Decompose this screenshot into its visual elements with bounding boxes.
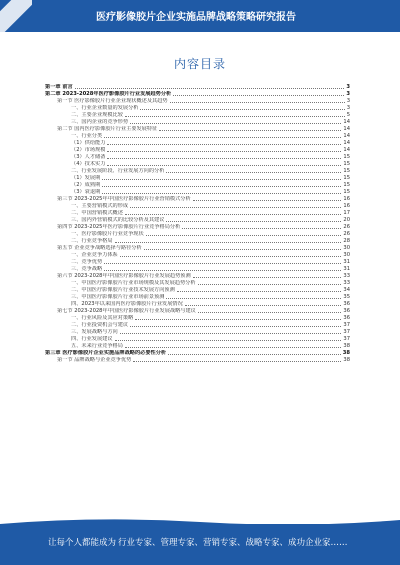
toc-entry-page: 37 (343, 328, 350, 335)
toc-entry[interactable] (45, 160, 350, 167)
toc-entry[interactable] (45, 188, 350, 195)
toc-dot-leader (144, 249, 342, 250)
toc-entry-title: 第二章 2023-2028年医疗影像胶片行业发展趋势分析 (45, 90, 172, 97)
toc-entry-title: 第二节 国内医疗影像胶片行业主要发展特征 (57, 125, 158, 132)
toc-entry-page: 16 (343, 202, 350, 209)
toc-entry-title: （2）成熟期 (71, 181, 101, 188)
toc-dot-leader (125, 116, 345, 117)
toc-entry[interactable] (45, 181, 350, 188)
footer-wave-decoration (0, 516, 400, 528)
toc-dot-leader (193, 277, 342, 278)
toc-entry[interactable] (45, 230, 350, 237)
toc-dot-leader (166, 172, 341, 173)
toc-dot-leader (104, 270, 341, 271)
toc-entry-page: 36 (343, 307, 350, 314)
toc-entry[interactable] (45, 335, 350, 342)
toc-dot-leader (107, 151, 341, 152)
toc-entry[interactable] (45, 237, 350, 244)
toc-dot-leader (104, 137, 341, 138)
toc-entry[interactable] (45, 307, 350, 314)
toc-entry-title: 一、中国医疗影像胶片行业市场规模及其发展趋势分析 (71, 279, 196, 286)
toc-entry[interactable] (45, 223, 350, 230)
toc-dot-leader (198, 312, 342, 313)
toc-entry-title: 三、中国医疗影像胶片行业市场前景预测 (71, 293, 165, 300)
toc-dot-leader (75, 88, 345, 89)
toc-entry-title: 二、中国医疗影像胶片行业技术发展方向预测 (71, 286, 175, 293)
toc-dot-leader (193, 200, 342, 201)
toc-entry-title: 第一节 医疗影像胶片行业企业现状概述及其趋势 (57, 97, 168, 104)
toc-entry-page: 14 (343, 118, 350, 125)
toc-dot-leader (166, 221, 341, 222)
toc-entry[interactable] (45, 125, 350, 132)
toc-entry-title: （1）供给能力 (71, 139, 106, 146)
toc-entry-title: （1）发展期 (71, 174, 101, 181)
toc-dot-leader (140, 109, 344, 110)
toc-entry-title: （3）衰退期 (71, 188, 101, 195)
toc-dot-leader (133, 361, 341, 362)
toc-entry[interactable] (45, 244, 350, 251)
toc-entry-title: 四、2023年以来国内医疗影像胶片行业发展情况 (71, 300, 183, 307)
toc-entry-page: 36 (343, 314, 350, 321)
toc-entry[interactable] (45, 167, 350, 174)
toc-entry-page: 30 (343, 251, 350, 258)
toc-entry[interactable] (45, 300, 350, 307)
toc-entry-title: 第五节 企业竞争战略选择与路径分析 (57, 244, 142, 251)
toc-dot-leader (159, 130, 341, 131)
toc-entry[interactable] (45, 209, 350, 216)
toc-entry-title: 第一章 前言 (45, 83, 73, 90)
toc-dot-leader (130, 326, 341, 327)
toc-entry[interactable] (45, 321, 350, 328)
toc-entry[interactable] (45, 279, 350, 286)
toc-entry-title: 第三章 医疗影像胶片企业实施品牌战略的必要性分析 (45, 349, 167, 356)
toc-entry[interactable] (45, 139, 350, 146)
toc-entry-page: 3 (346, 83, 350, 90)
toc-entry-title: 一、主要营销模式的形成 (71, 202, 129, 209)
toc-entry-page: 3 (346, 90, 350, 97)
toc-entry-page: 15 (343, 160, 350, 167)
toc-dot-leader (115, 340, 342, 341)
toc-entry[interactable] (45, 174, 350, 181)
toc-entry-title: 二、行业投资机会与建议 (71, 321, 129, 328)
toc-entry-title: 二、行业竞争格局 (71, 237, 113, 244)
toc-entry[interactable] (45, 202, 350, 209)
toc-entry-page: 20 (343, 216, 350, 223)
toc-entry-title: 一、行业企业数量的发展分析 (71, 104, 139, 111)
toc-entry-page: 15 (343, 188, 350, 195)
toc-entry[interactable] (45, 132, 350, 139)
toc-dot-leader (107, 144, 341, 145)
toc-entry[interactable] (45, 97, 350, 104)
toc-entry-page: 16 (343, 195, 350, 202)
toc-dot-leader (120, 333, 342, 334)
toc-entry-title: 三、国内企业的竞争形势 (71, 118, 129, 125)
toc-entry-page: 17 (343, 209, 350, 216)
toc-entry-page: 3 (346, 97, 350, 104)
toc-dot-leader (146, 235, 342, 236)
toc-entry-title: 四、行业发展建议 (71, 335, 113, 342)
toc-entry-page: 34 (343, 286, 350, 293)
toc-entry[interactable] (45, 328, 350, 335)
toc-entry-title: 二、行业发展阶段、行业发展方向的分析 (71, 167, 165, 174)
toc-dot-leader (166, 298, 341, 299)
toc-entry-page: 31 (343, 265, 350, 272)
footer-slogan: 让每个人都能成为 (48, 538, 117, 548)
toc-entry-page: 5 (346, 111, 350, 118)
toc-entry[interactable] (45, 293, 350, 300)
toc-entry-page: 26 (343, 223, 350, 230)
toc-dot-leader (177, 291, 342, 292)
toc-heading: 内容目录 (173, 57, 226, 71)
toc-entry-title: （2）市场规模 (71, 146, 106, 153)
toc-entry-page: 28 (343, 237, 350, 244)
toc-entry-title: 三、国内外营销模式的比较分析及其建议 (71, 216, 165, 223)
toc-entry-page: 15 (343, 174, 350, 181)
toc-entry[interactable] (45, 118, 350, 125)
footer-bar (0, 524, 400, 565)
toc-entry-title: 三、竞争战略 (71, 265, 103, 272)
toc-entry-title: 第七节 2023-2028年中国医疗影像胶片行业发展战略与建议 (57, 307, 196, 314)
toc-entry-page: 38 (343, 342, 350, 349)
toc-entry[interactable] (45, 272, 350, 279)
toc-dot-leader (130, 207, 341, 208)
toc-dot-leader (107, 158, 341, 159)
toc-dot-leader (104, 263, 341, 264)
toc-entry[interactable] (45, 342, 350, 349)
footer-tagline: 行业专家、管理专家、营销专家、战略专家、成功企业家…… (118, 538, 348, 548)
toc-entry-page: 31 (343, 258, 350, 265)
report-title: 医疗影像胶片企业实施品牌战略策略研究报告 (96, 12, 296, 23)
toc-dot-leader (182, 228, 341, 229)
toc-dot-leader (185, 305, 342, 306)
toc-entry-page: 36 (343, 300, 350, 307)
toc-dot-leader (173, 95, 344, 96)
toc-entry-page: 33 (343, 272, 350, 279)
toc-entry-title: 第六节 2023-2028年中国医疗影像胶片行业发展趋势预测 (57, 272, 191, 279)
toc-entry[interactable] (45, 146, 350, 153)
toc-entry-title: 一、医疗影像胶片行业竞争现状 (71, 230, 144, 237)
toc-entry-page: 15 (343, 153, 350, 160)
toc-entry-title: 第一节 品牌战略与企业竞争优势 (57, 356, 132, 363)
toc-dot-leader (107, 165, 341, 166)
toc-entry-page: 38 (342, 349, 350, 356)
toc-dot-leader (168, 354, 341, 355)
toc-entry-page: 37 (343, 335, 350, 342)
toc-dot-leader (102, 179, 341, 180)
toc-dot-leader (130, 123, 341, 124)
toc-entry-page: 35 (343, 293, 350, 300)
toc-entry[interactable] (45, 195, 350, 202)
toc-entry-title: 一、行业风险及其应对策略 (71, 314, 134, 321)
toc-entry-page: 15 (343, 167, 350, 174)
toc-entry-page: 15 (343, 181, 350, 188)
toc-entry-title: 二、中国营销模式概述 (71, 209, 123, 216)
toc-entry-title: 二、主要企业规模比较 (71, 111, 123, 118)
header-bar (0, 0, 400, 32)
toc-entry-title: 三、发展战略与方向 (71, 328, 118, 335)
toc-entry[interactable] (45, 286, 350, 293)
toc-entry-title: 二、竞争优势 (71, 258, 103, 265)
toc-dot-leader (125, 347, 342, 348)
toc-entry-title: 第三节 2023-2025年中国医疗影像胶片行业营销模式分析 (57, 195, 191, 202)
toc-entry-page: 30 (343, 244, 350, 251)
table-of-contents (45, 83, 350, 363)
toc-dot-leader (125, 214, 342, 215)
header-corner-decoration (0, 0, 32, 32)
toc-dot-leader (115, 242, 342, 243)
toc-entry-title: （4）技术实力 (71, 160, 106, 167)
toc-entry-page: 37 (343, 321, 350, 328)
toc-entry-title: 一、企业竞争力体系 (71, 251, 118, 258)
toc-entry-page: 14 (343, 132, 350, 139)
toc-entry[interactable] (45, 349, 350, 356)
toc-entry[interactable] (45, 216, 350, 223)
toc-entry[interactable] (45, 258, 350, 265)
toc-entry[interactable] (45, 90, 350, 97)
toc-entry[interactable] (45, 104, 350, 111)
toc-entry-page: 14 (343, 125, 350, 132)
toc-entry[interactable] (45, 153, 350, 160)
toc-entry-page: 26 (343, 230, 350, 237)
toc-entry-page: 33 (343, 279, 350, 286)
toc-entry[interactable] (45, 83, 350, 90)
toc-dot-leader (120, 256, 342, 257)
toc-entry-title: 五、未来行业竞争格局 (71, 342, 123, 349)
toc-entry-page: 38 (343, 356, 350, 363)
toc-entry[interactable] (45, 251, 350, 258)
toc-dot-leader (198, 284, 342, 285)
toc-entry[interactable] (45, 356, 350, 363)
toc-dot-leader (170, 102, 345, 103)
toc-dot-leader (135, 319, 341, 320)
toc-entry-title: 一、行业分类 (71, 132, 103, 139)
toc-entry-title: 第四节 2023-2025年医疗影像胶片行业竞争格局分析 (57, 223, 181, 230)
toc-entry[interactable] (45, 111, 350, 118)
toc-entry[interactable] (45, 265, 350, 272)
toc-dot-leader (102, 193, 341, 194)
toc-entry-title: （3）人才储备 (71, 153, 106, 160)
toc-entry[interactable] (45, 314, 350, 321)
toc-dot-leader (102, 186, 341, 187)
toc-entry-page: 3 (346, 104, 350, 111)
toc-entry-page: 14 (343, 139, 350, 146)
toc-entry-page: 14 (343, 146, 350, 153)
